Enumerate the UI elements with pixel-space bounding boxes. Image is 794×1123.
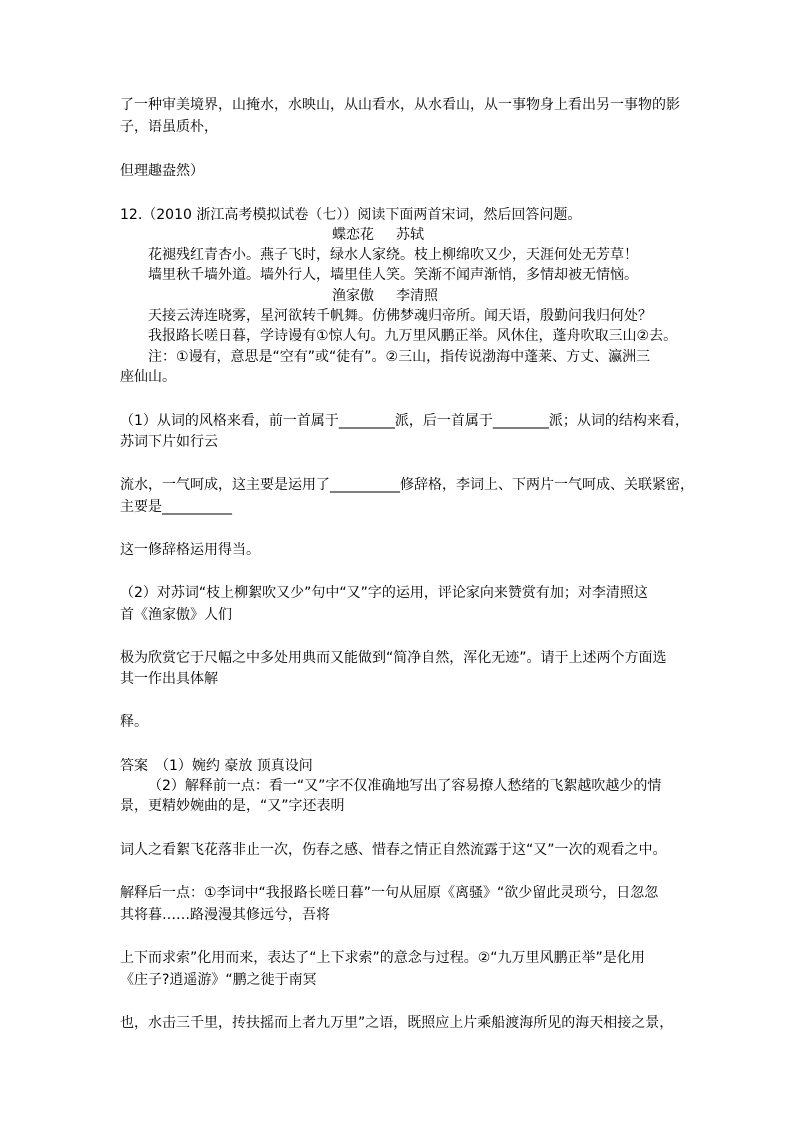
note-line: 座仙山。 [120, 369, 176, 385]
paragraph-line: 了一种审美境界，山掩水，水映山，从山看水，从水看山，从一事物身上看出另一事物的影 [120, 97, 680, 113]
poem-1-author: 苏轼 [396, 227, 424, 243]
question-line: （2）对苏词“枝上柳絮吹又少”句中“又”字的运用，评论家向来赞赏有加；对李清照这 [120, 585, 648, 601]
question-line: （1）从词的风格来看，前一首属于________派，后一首属于________派；从词的结构来看， [120, 413, 689, 429]
answer-line: 也，水击三千里，抟扶摇而上者九万里”之语，既照应上片乘船渡海所见的海天相接之景， [120, 1015, 674, 1031]
answer-line: 词人之看絮飞花落非止一次，伤春之感、惜春之情正自然流露于这“又”一次的观看之中。 [120, 842, 667, 858]
answer-line: 解释后一点：①李词中“我报路长嗟日暮”一句从屈原《离骚》“欲少留此灵琐兮，日忽忽 [120, 885, 659, 901]
poem-2-author: 李清照 [396, 288, 438, 304]
answer-line: 景，更精妙婉曲的是，“又”字还表明 [120, 798, 345, 814]
question-line: 释。 [120, 714, 148, 730]
poem-2-title: 渔家傲 [332, 288, 374, 304]
poem-line: 墙里秋千墙外道。墙外行人，墙里佳人笑。笑渐不闻声渐悄，多情却被无情恼。 [148, 267, 638, 283]
poem-2-heading [332, 287, 438, 305]
paragraph-line: 子，语虽质朴， [120, 119, 218, 135]
poem-1-heading [332, 226, 424, 244]
answer-line: 上下而求索”化用而来，表达了“上下求索”的意念与过程。②“九万里风鹏正举”是化用 [120, 950, 645, 966]
poem-1-title: 蝶恋花 [332, 227, 374, 243]
question-line: 首《渔家傲》人们 [120, 607, 232, 623]
answer-line: 答案 （1）婉约 豪放 顶真设问 [120, 758, 313, 774]
paragraph-line: 但理趣盎然） [120, 163, 204, 179]
answer-line: 其将暮……路漫漫其修远兮，吾将 [120, 907, 330, 923]
question-line: 苏词下片如行云 [120, 434, 218, 450]
question-line: 流水，一气呵成，这主要是运用了__________修辞格，李词上、下两片一气呵成、关联紧密， [120, 477, 694, 493]
poem-line: 天接云涛连晓雾，星河欲转千帆舞。仿佛梦魂归帝所。闻天语，殷勤问我归何处？ [148, 308, 652, 324]
question-line: 极为欣赏它于尺幅之中多处用典而又能做到“简净自然，浑化无迹”。请于上述两个方面选 [120, 650, 667, 666]
note-line: 注：①谩有，意思是“空有”或“徒有”。②三山，指传说渤海中蓬莱、方丈、瀛洲三 [148, 349, 651, 365]
question-line: 其一作出具体解 [120, 671, 218, 687]
answer-line: （2）解释前一点：看一“又”字不仅准确地写出了容易撩人愁绪的飞絮越吹越少的情 [148, 778, 662, 794]
question-line: 这一修辞格运用得当。 [120, 542, 260, 558]
poem-line: 花褪残红青杏小。燕子飞时，绿水人家绕。枝上柳绵吹又少，天涯何处无芳草！ [148, 247, 638, 263]
poem-line: 我报路长嗟日暮，学诗谩有①惊人句。九万里风鹏正举。风休住，蓬舟吹取三山②去。 [148, 328, 678, 344]
answer-line: 《庄子?逍遥游》“鹏之徙于南冥 [120, 972, 317, 988]
question-12-heading: 12.（2010 浙江高考模拟试卷（七））阅读下面两首宋词，然后回答问题。 [120, 207, 582, 223]
question-line: 主要是__________ [120, 499, 232, 515]
